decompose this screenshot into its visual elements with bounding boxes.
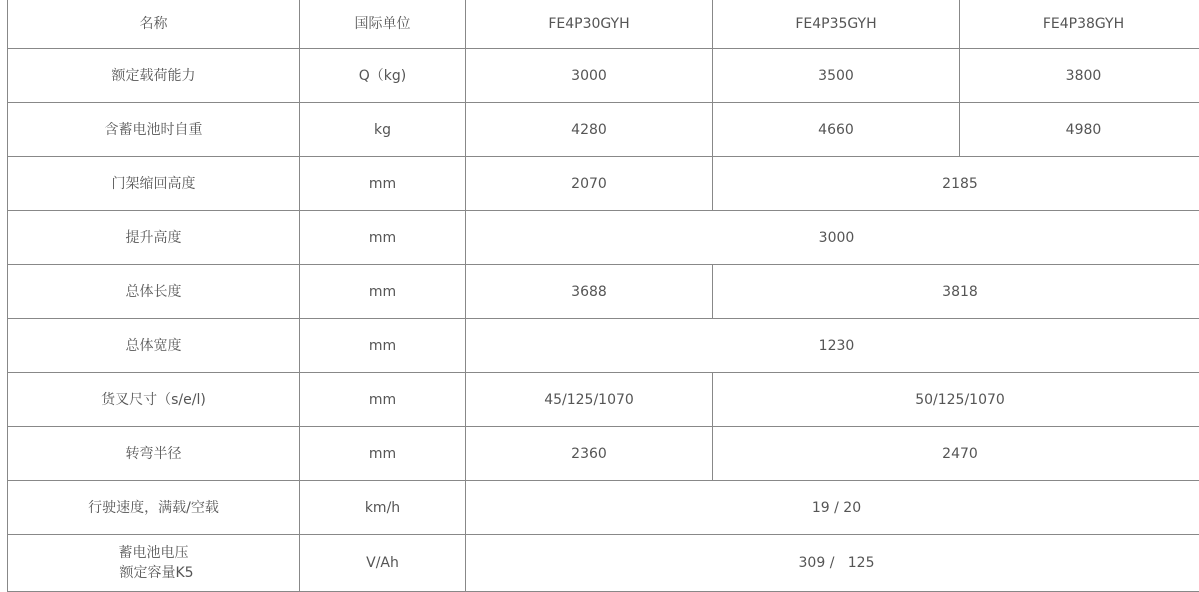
table-row: [8, 265, 1199, 319]
row-value: [466, 535, 1199, 592]
row-value: 19 / 20: [466, 481, 1199, 535]
row-value-text: 309 / 125: [798, 555, 875, 571]
row-value: 2070: [466, 157, 713, 211]
row-value: 3000: [466, 49, 713, 103]
row-value: 3800: [960, 49, 1199, 103]
header-model-fe4p38gyh: FE4P38GYH: [960, 0, 1199, 49]
row-name: 提升高度: [8, 211, 300, 265]
table-header-row: [8, 0, 1199, 49]
row-name-line: 额定容量K5: [119, 565, 194, 581]
row-name: 总体长度: [8, 265, 300, 319]
row-unit: mm: [300, 373, 466, 427]
table-row: [8, 373, 1199, 427]
header-model-fe4p30gyh: FE4P30GYH: [466, 0, 713, 49]
row-unit: mm: [300, 157, 466, 211]
row-value: 50/125/1070: [713, 373, 1199, 427]
row-name-line: 蓄电池电压: [118, 545, 189, 561]
row-unit: mm: [300, 211, 466, 265]
row-name: 转弯半径: [8, 427, 300, 481]
row-value: 3500: [713, 49, 960, 103]
table-row: [8, 157, 1199, 211]
row-name: 货叉尺寸（s/e/l): [8, 373, 300, 427]
row-unit: mm: [300, 427, 466, 481]
row-value: 1230: [466, 319, 1199, 373]
row-value: 3818: [713, 265, 1199, 319]
row-name: 总体宽度: [8, 319, 300, 373]
row-name: 门架缩回高度: [8, 157, 300, 211]
table-row: [8, 535, 1199, 592]
row-value: 3688: [466, 265, 713, 319]
table-row: [8, 211, 1199, 265]
row-unit: mm: [300, 319, 466, 373]
header-unit: 国际单位: [300, 0, 466, 49]
table-row: [8, 319, 1199, 373]
row-unit: mm: [300, 265, 466, 319]
row-name: 额定载荷能力: [8, 49, 300, 103]
row-value: 45/125/1070: [466, 373, 713, 427]
row-value: 4660: [713, 103, 960, 157]
row-name: 行驶速度，满载/空载: [8, 481, 300, 535]
table-row: [8, 49, 1199, 103]
table-row: [8, 481, 1199, 535]
header-model-fe4p35gyh: FE4P35GYH: [713, 0, 960, 49]
row-value: 4980: [960, 103, 1199, 157]
row-value: 2470: [713, 427, 1199, 481]
table-row: [8, 427, 1199, 481]
row-value: 3000: [466, 211, 1199, 265]
row-unit: km/h: [300, 481, 466, 535]
spec-table: [7, 0, 1199, 592]
table-row: [8, 103, 1199, 157]
row-value: 2185: [713, 157, 1199, 211]
row-unit: kg: [300, 103, 466, 157]
row-value: 4280: [466, 103, 713, 157]
row-name: [8, 535, 300, 592]
row-value: 2360: [466, 427, 713, 481]
row-unit: V/Ah: [300, 535, 466, 592]
row-unit: Q（kg): [300, 49, 466, 103]
header-name: 名称: [8, 0, 300, 49]
row-name: 含蓄电池时自重: [8, 103, 300, 157]
